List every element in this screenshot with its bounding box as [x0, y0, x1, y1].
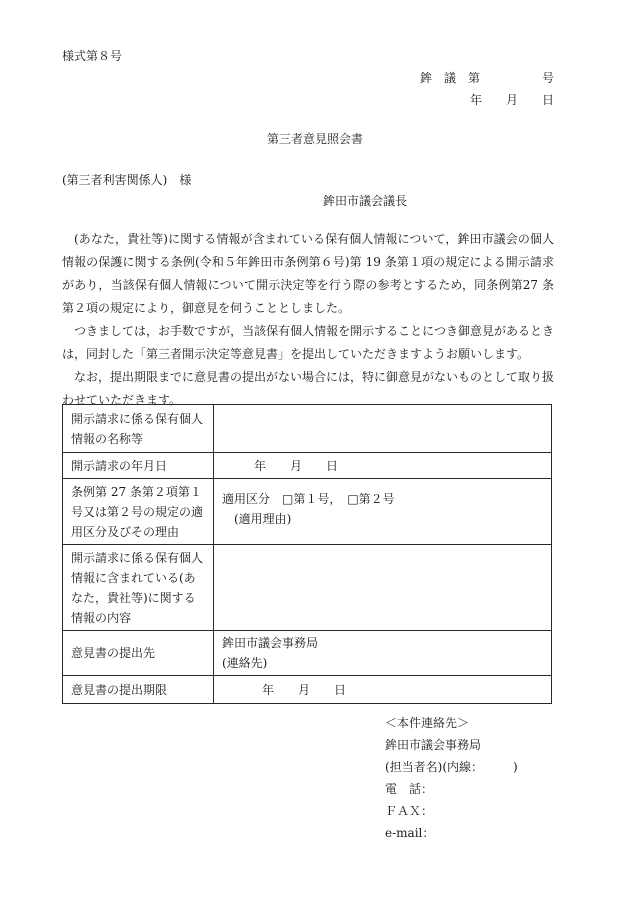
phone-label: 電話 — [385, 782, 421, 796]
email-label: e-mail — [385, 826, 423, 840]
contact-email — [385, 822, 518, 844]
document-number-suffix: 号 — [541, 71, 554, 85]
table-value-cell — [214, 676, 552, 704]
table-value-cell — [214, 453, 552, 479]
fax-colon: ： — [421, 804, 434, 818]
document-number — [420, 69, 554, 86]
table-row — [63, 676, 552, 704]
date-year: 年 — [470, 93, 483, 107]
table-row — [63, 631, 552, 676]
table-label-cell: 条例第 27 条第２項第１号又は第２号の規定の適用区分及びその理由 — [63, 479, 214, 545]
table-row — [63, 405, 552, 453]
table-value-cell — [214, 405, 552, 453]
submission-contact: (連絡先) — [222, 656, 268, 670]
body-paragraph-2: つきましては，お手数ですが，当該保有個人情報を開示することにつき御意見があるときは，同封した「第三者開示決定等意見書」を提出していただきますようお願いします。 — [62, 324, 554, 361]
request-date-value: 年 月 日 — [254, 458, 339, 473]
application-reason: (適用理由) — [234, 512, 292, 526]
table-label-cell: 開示請求に係る保有個人情報の名称等 — [63, 405, 214, 453]
table-label-cell: 意見書の提出期限 — [63, 676, 214, 704]
date-month: 月 — [506, 93, 519, 107]
submission-office: 鉾田市議会事務局 — [222, 636, 319, 650]
email-colon: ： — [422, 826, 435, 840]
body-text — [62, 228, 554, 412]
table-label-cell: 開示請求に係る保有個人情報に含まれている(あなた，貴社等)に関する情報の内容 — [63, 545, 214, 631]
contact-heading: ＜本件連絡先＞ — [385, 716, 470, 730]
table-value-cell — [214, 479, 552, 545]
sender: 鉾田市議会議長 — [323, 194, 408, 208]
deadline-value: 年 月 日 — [262, 682, 347, 697]
table-label-cell: 意見書の提出先 — [63, 631, 214, 676]
contact-block — [385, 712, 518, 844]
document-date — [470, 91, 554, 108]
date-day: 日 — [542, 93, 555, 107]
application-category: 適用区分 □第１号， □第２号 — [222, 492, 395, 506]
fax-label: ＦＡＸ — [385, 804, 422, 818]
addressee: (第三者利害関係人) 様 — [62, 173, 192, 187]
table-value-cell — [214, 545, 552, 631]
info-table — [62, 404, 552, 704]
table-row — [63, 545, 552, 631]
document-number-prefix: 鉾 議 第 — [420, 71, 481, 85]
contact-phone — [385, 778, 518, 800]
contact-fax — [385, 800, 518, 822]
contact-office: 鉾田市議会事務局 — [385, 738, 482, 752]
contact-person: (担当者名)(内線： ) — [385, 760, 518, 774]
form-number: 様式第８号 — [62, 49, 123, 63]
table-row — [63, 453, 552, 479]
body-paragraph-3: なお，提出期限までに意見書の提出がない場合には，特に御意見がないものとして取り扱わせていただきます。 — [62, 370, 555, 407]
table-label-cell: 開示請求の年月日 — [63, 453, 214, 479]
table-value-cell — [214, 631, 552, 676]
table-row — [63, 479, 552, 545]
body-paragraph-1: (あなた，貴社等)に関する情報が含まれている保有個人情報について，鉾田市議会の個人情報の保護に関する条例(令和５年鉾田市条例第６号)第 19 条第１項の規定による開示請求があり，当該保有個人情報について開示決定等を行う際の参考とするため，同条例第27 条第２項の規定により，御意見を伺うこととしました。 — [62, 232, 554, 315]
phone-colon: ： — [421, 782, 434, 796]
document-title: 第三者意見照会書 — [266, 132, 363, 146]
